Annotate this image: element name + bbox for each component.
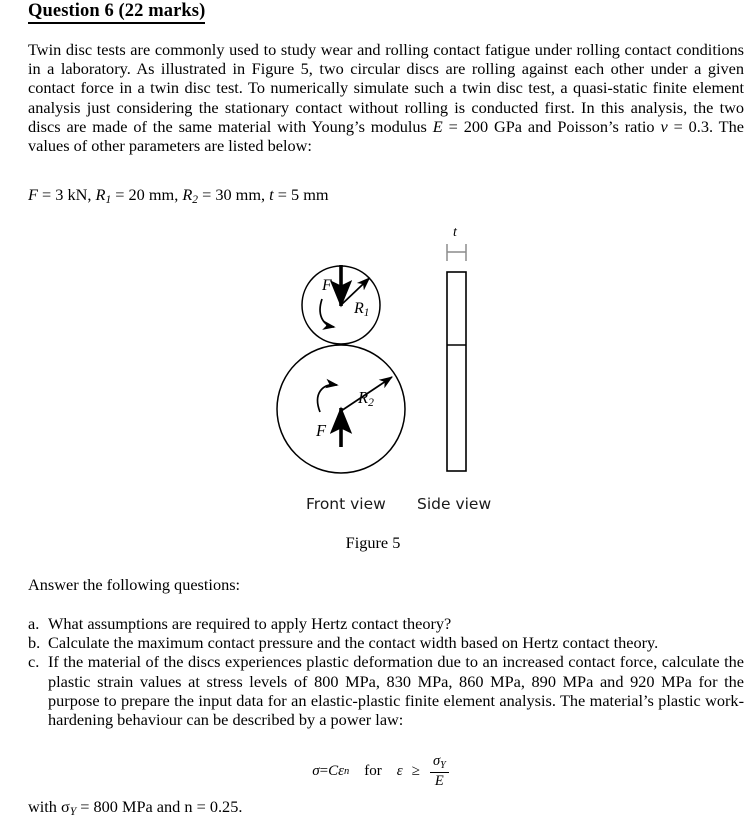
parameters-line bbox=[28, 185, 329, 210]
thickness-dimension-label: t bbox=[453, 225, 457, 240]
closing-sigma: σ bbox=[61, 797, 70, 816]
question-list bbox=[28, 614, 744, 729]
fraction-numerator: $\sigma_Y$ bbox=[432, 753, 446, 771]
small-disc-radius-label: $R_1$ bbox=[354, 300, 370, 320]
closing-prefix: with bbox=[28, 797, 62, 816]
force-symbol: F bbox=[28, 185, 38, 204]
front-view-label: Front view bbox=[306, 495, 386, 513]
radius1-value: = 20 mm, bbox=[111, 185, 183, 204]
thickness-symbol: t bbox=[269, 185, 274, 204]
question-marker-b: b. bbox=[28, 633, 41, 653]
equation-geq-sign: ≥ bbox=[411, 762, 420, 779]
equation-n-exponent: n bbox=[344, 765, 350, 777]
equation-epsilon-condition: ε bbox=[396, 762, 403, 779]
radius1-symbol: R bbox=[95, 185, 106, 204]
question-text-a: What assumptions are required to apply Hertz contact theory? bbox=[48, 614, 452, 633]
small-disc-force-label: F bbox=[322, 277, 332, 294]
question-item-a bbox=[28, 614, 744, 633]
equation-sigma: σ bbox=[312, 762, 320, 779]
answer-prompt: Answer the following questions: bbox=[28, 575, 241, 594]
question-text-b: Calculate the maximum contact pressure and the contact width based on Hertz contact theory. bbox=[48, 633, 659, 653]
closing-sigma-subscript: Y bbox=[69, 806, 77, 819]
question-item-c bbox=[28, 652, 744, 729]
thickness-value: = 5 mm bbox=[273, 185, 329, 204]
force-value: = 3 kN, bbox=[37, 185, 96, 204]
question-marker-a: a. bbox=[28, 614, 40, 633]
question-marker-c: c. bbox=[28, 652, 40, 672]
thickness-dimension-marker bbox=[447, 244, 466, 261]
equation-epsilon: ε bbox=[338, 762, 345, 779]
youngs-modulus-symbol: E bbox=[432, 116, 443, 136]
closing-line bbox=[28, 797, 528, 822]
figure-5-drawing bbox=[0, 222, 752, 512]
radius2-subscript: 2 bbox=[192, 194, 198, 207]
power-law-equation bbox=[0, 754, 752, 789]
equation-fraction bbox=[430, 754, 449, 789]
intro-sentence-3: = 0.3. The values of other parameters are listed below: bbox=[28, 116, 744, 156]
equation-equals: = bbox=[319, 762, 329, 779]
intro-sentence-2: = 200 GPa and Poisson’s ratio bbox=[442, 116, 661, 136]
figure-caption: Figure 5 bbox=[345, 533, 401, 552]
closing-text: = 800 MPa and n = 0.25. bbox=[76, 797, 243, 816]
intro-paragraph bbox=[28, 40, 744, 155]
intro-sentence-1: Twin disc tests are commonly used to study wear and rolling contact fatigue under rolling contact conditions in a laboratory. As illustrated in Figure 5, two circular discs are rolling against each other under a given contact force in a twin disc test. To numerically simulate such a twin disc test, a quasi-static finite element analysis just considering the stationary contact without rolling is conducted first. In this analysis, the two discs are made of the same material with Young’s modulus bbox=[28, 40, 744, 136]
radius2-symbol: R bbox=[182, 185, 193, 204]
large-disc-radius-label: $R_2$ bbox=[358, 388, 374, 410]
radius1-subscript: 1 bbox=[105, 194, 112, 207]
large-disc-group bbox=[277, 345, 405, 473]
equation-for-text: for bbox=[364, 762, 382, 779]
question-text-c: If the material of the discs experiences plastic deformation due to an increased contact force, calculate the plastic strain values at stress levels of 800 MPa, 830 MPa, 860 MPa, 890 MPa and 920 MPa for the purpose to prepare the input data for an elastic-plastic finite element analysis. The material’s plastic work-hardening behaviour can be described by a power law: bbox=[48, 652, 744, 730]
question-item-b bbox=[28, 633, 744, 652]
radius2-value: = 30 mm, bbox=[198, 185, 270, 204]
large-disc-force-label: F bbox=[316, 421, 327, 440]
side-view-shape bbox=[447, 272, 466, 471]
equation-C: C bbox=[328, 762, 339, 779]
poissons-ratio-symbol: v bbox=[660, 116, 668, 136]
fraction-denominator: E bbox=[434, 773, 444, 790]
page-title: Question 6 (22 marks) bbox=[28, 1, 205, 24]
side-view-label: Side view bbox=[417, 495, 492, 513]
